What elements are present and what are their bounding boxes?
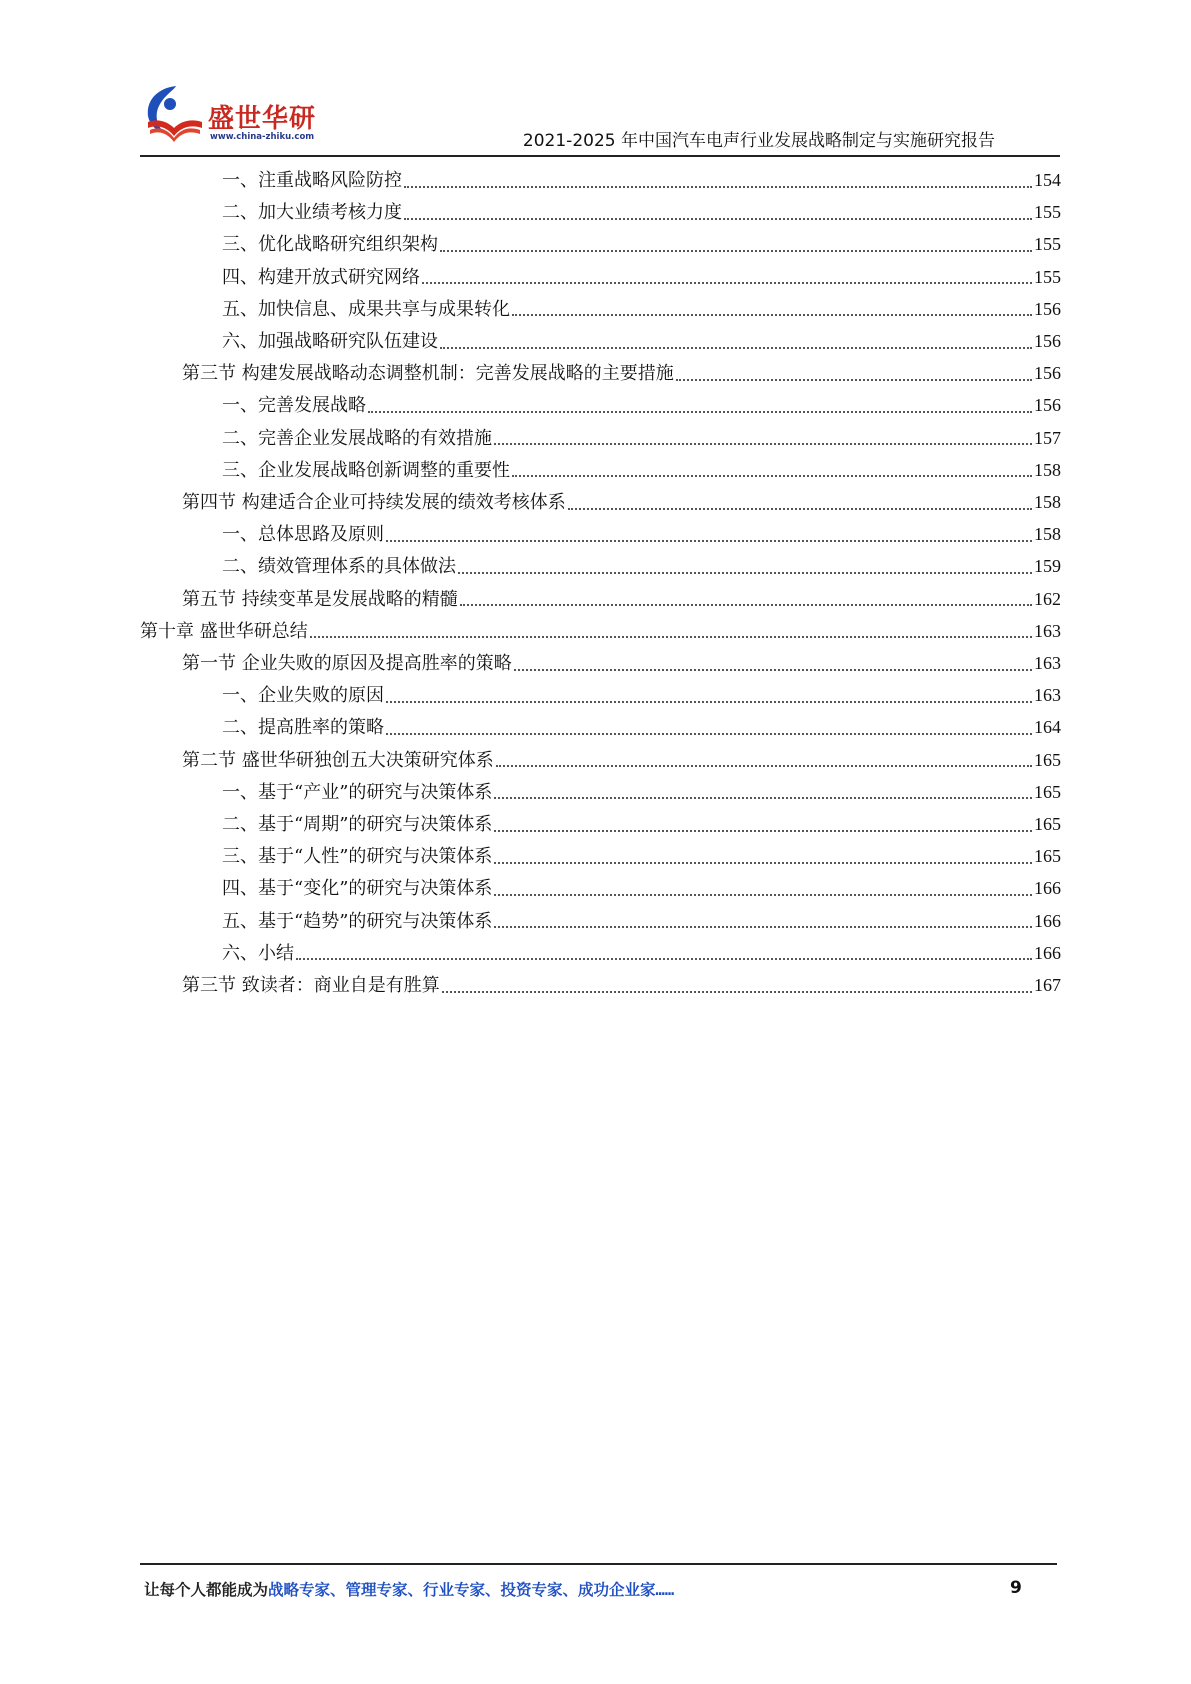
toc-dot-leader <box>458 571 1032 574</box>
toc-entry[interactable] <box>222 711 1061 743</box>
toc-entry[interactable] <box>222 164 1061 196</box>
toc-entry[interactable] <box>182 583 1061 615</box>
toc-entry[interactable] <box>222 808 1061 840</box>
toc-dot-leader <box>368 410 1032 413</box>
toc-entry-page: 165 <box>1034 749 1061 770</box>
toc-dot-leader <box>440 346 1032 349</box>
toc-entry-page: 163 <box>1034 685 1061 706</box>
toc-entry[interactable] <box>222 228 1061 260</box>
toc-entry-label: 一、完善发展战略 <box>222 395 366 417</box>
toc-entry-page: 167 <box>1034 975 1061 995</box>
toc-entry-label: 第三节 致读者：商业自是有胜算 <box>182 975 440 996</box>
footer-divider <box>140 1563 1057 1565</box>
toc-dot-leader <box>494 442 1032 445</box>
toc-dot-leader <box>404 185 1032 188</box>
toc-dot-leader <box>494 861 1032 864</box>
toc-entry-page: 158 <box>1034 459 1061 480</box>
toc-entry-label: 六、加强战略研究队伍建设 <box>222 331 438 352</box>
toc-entry-label: 五、加快信息、成果共享与成果转化 <box>222 298 510 320</box>
toc-dot-leader <box>386 732 1032 735</box>
logo-name: 盛世华研 <box>208 104 317 134</box>
toc-entry-page: 163 <box>1034 620 1061 641</box>
toc-entry[interactable] <box>222 937 1061 969</box>
toc-entry-label: 第五节 持续变革是发展战略的精髓 <box>182 588 458 610</box>
toc-entry[interactable] <box>222 454 1061 486</box>
toc-entry-page: 156 <box>1034 331 1061 351</box>
toc-entry-label: 一、基于“产业”的研究与决策体系 <box>222 781 493 803</box>
toc-dot-leader <box>442 990 1032 993</box>
slogan-highlight: 战略专家、管理专家、行业专家、投资专家、成功企业家…… <box>268 1581 675 1599</box>
logo-url: www.china-zhiku.com <box>210 132 315 142</box>
toc-entry-label: 第四节 构建适合企业可持续发展的绩效考核体系 <box>182 492 566 513</box>
toc-entry-page: 157 <box>1034 427 1061 448</box>
toc-entry-page: 155 <box>1034 234 1061 255</box>
toc-entry-page: 156 <box>1034 395 1061 416</box>
toc-entry[interactable] <box>222 872 1061 904</box>
toc-entry[interactable] <box>182 357 1061 389</box>
toc-entry-label: 六、小结 <box>222 942 294 964</box>
toc-dot-leader <box>494 796 1032 799</box>
toc-entry-label: 第十章 盛世华研总结 <box>140 620 308 642</box>
toc-entry-page: 159 <box>1034 556 1061 577</box>
toc-entry-label: 一、总体思路及原则 <box>222 524 384 546</box>
toc-entry-label: 二、完善企业发展战略的有效措施 <box>222 427 492 449</box>
logo-emblem-icon <box>140 82 210 146</box>
toc-entry[interactable] <box>182 647 1061 679</box>
toc-entry-label: 三、企业发展战略创新调整的重要性 <box>222 459 510 481</box>
toc-entry[interactable] <box>222 422 1061 454</box>
toc-entry[interactable] <box>222 550 1061 582</box>
toc-entry[interactable] <box>222 261 1061 293</box>
toc-entry-page: 158 <box>1034 492 1061 512</box>
toc-entry-label: 四、基于“变化”的研究与决策体系 <box>222 878 493 900</box>
toc-entry[interactable] <box>182 486 1061 518</box>
toc-entry-label: 三、基于“人性”的研究与决策体系 <box>222 846 493 868</box>
toc-entry[interactable] <box>222 905 1061 937</box>
toc-dot-leader <box>494 893 1032 896</box>
toc-entry[interactable] <box>222 518 1061 550</box>
toc-entry-page: 165 <box>1034 814 1061 834</box>
toc-entry-label: 第三节 构建发展战略动态调整机制：完善发展战略的主要措施 <box>182 363 674 385</box>
toc-entry-page: 158 <box>1034 524 1061 545</box>
toc-dot-leader <box>386 539 1032 542</box>
page-number: 9 <box>1010 1578 1022 1598</box>
toc-entry-label: 二、加大业绩考核力度 <box>222 202 402 224</box>
company-logo <box>140 82 320 152</box>
toc-entry-label: 四、构建开放式研究网络 <box>222 266 420 288</box>
toc-dot-leader <box>404 217 1032 220</box>
toc-entry-page: 166 <box>1034 878 1061 899</box>
toc-entry[interactable] <box>222 840 1061 872</box>
toc-entry-label: 二、绩效管理体系的具体做法 <box>222 556 456 578</box>
toc-entry-label: 第一节 企业失败的原因及提高胜率的策略 <box>182 653 512 674</box>
toc-dot-leader <box>440 249 1032 252</box>
toc-entry-label: 一、注重战略风险防控 <box>222 170 402 191</box>
toc-dot-leader <box>460 603 1032 606</box>
toc-entry[interactable] <box>182 969 1061 1001</box>
toc-entry-page: 162 <box>1034 588 1061 609</box>
toc-dot-leader <box>512 313 1032 316</box>
toc-entry-page: 166 <box>1034 910 1061 931</box>
toc-entry-page: 155 <box>1034 266 1061 287</box>
toc-entry-label: 二、提高胜率的策略 <box>222 717 384 739</box>
toc-dot-leader <box>386 700 1032 703</box>
toc-entry[interactable] <box>222 679 1061 711</box>
toc-dot-leader <box>422 281 1032 284</box>
toc-dot-leader <box>568 507 1032 510</box>
toc-dot-leader <box>514 668 1032 671</box>
footer-slogan <box>144 1578 674 1600</box>
toc-entry[interactable] <box>222 325 1061 357</box>
toc-entry[interactable] <box>222 293 1061 325</box>
toc-entry-label: 三、优化战略研究组织架构 <box>222 234 438 256</box>
report-title: 2021-2025 年中国汽车电声行业发展战略制定与实施研究报告 <box>522 131 995 151</box>
toc-entry-label: 一、企业失败的原因 <box>222 685 384 707</box>
toc-entry-page: 154 <box>1034 170 1061 190</box>
toc-dot-leader <box>676 378 1032 381</box>
toc-entry[interactable] <box>222 776 1061 808</box>
toc-entry-page: 165 <box>1034 781 1061 802</box>
toc-entry[interactable] <box>182 744 1061 776</box>
toc-entry-page: 156 <box>1034 298 1061 319</box>
toc-dot-leader <box>494 925 1032 928</box>
toc-entry[interactable] <box>222 389 1061 421</box>
header-divider <box>140 155 1060 157</box>
slogan-prefix: 让每个人都能成为 <box>144 1581 269 1599</box>
toc-entry-page: 165 <box>1034 846 1061 867</box>
toc-entry-page: 155 <box>1034 202 1061 223</box>
toc-entry-page: 163 <box>1034 653 1061 673</box>
toc-entry-page: 166 <box>1034 942 1061 963</box>
toc-entry-page: 156 <box>1034 363 1061 384</box>
toc-entry-label: 五、基于“趋势”的研究与决策体系 <box>222 910 493 932</box>
toc-entry-label: 二、基于“周期”的研究与决策体系 <box>222 814 493 835</box>
toc-entry-page: 164 <box>1034 717 1061 738</box>
toc-dot-leader <box>296 957 1032 960</box>
toc-entry[interactable] <box>222 196 1061 228</box>
toc-dot-leader <box>310 635 1032 638</box>
toc-entry[interactable] <box>140 615 1061 647</box>
toc-dot-leader <box>496 764 1032 767</box>
toc-entry-label: 第二节 盛世华研独创五大决策研究体系 <box>182 749 494 771</box>
toc-dot-leader <box>494 829 1032 832</box>
toc-dot-leader <box>512 474 1032 477</box>
page-header <box>0 0 1191 160</box>
